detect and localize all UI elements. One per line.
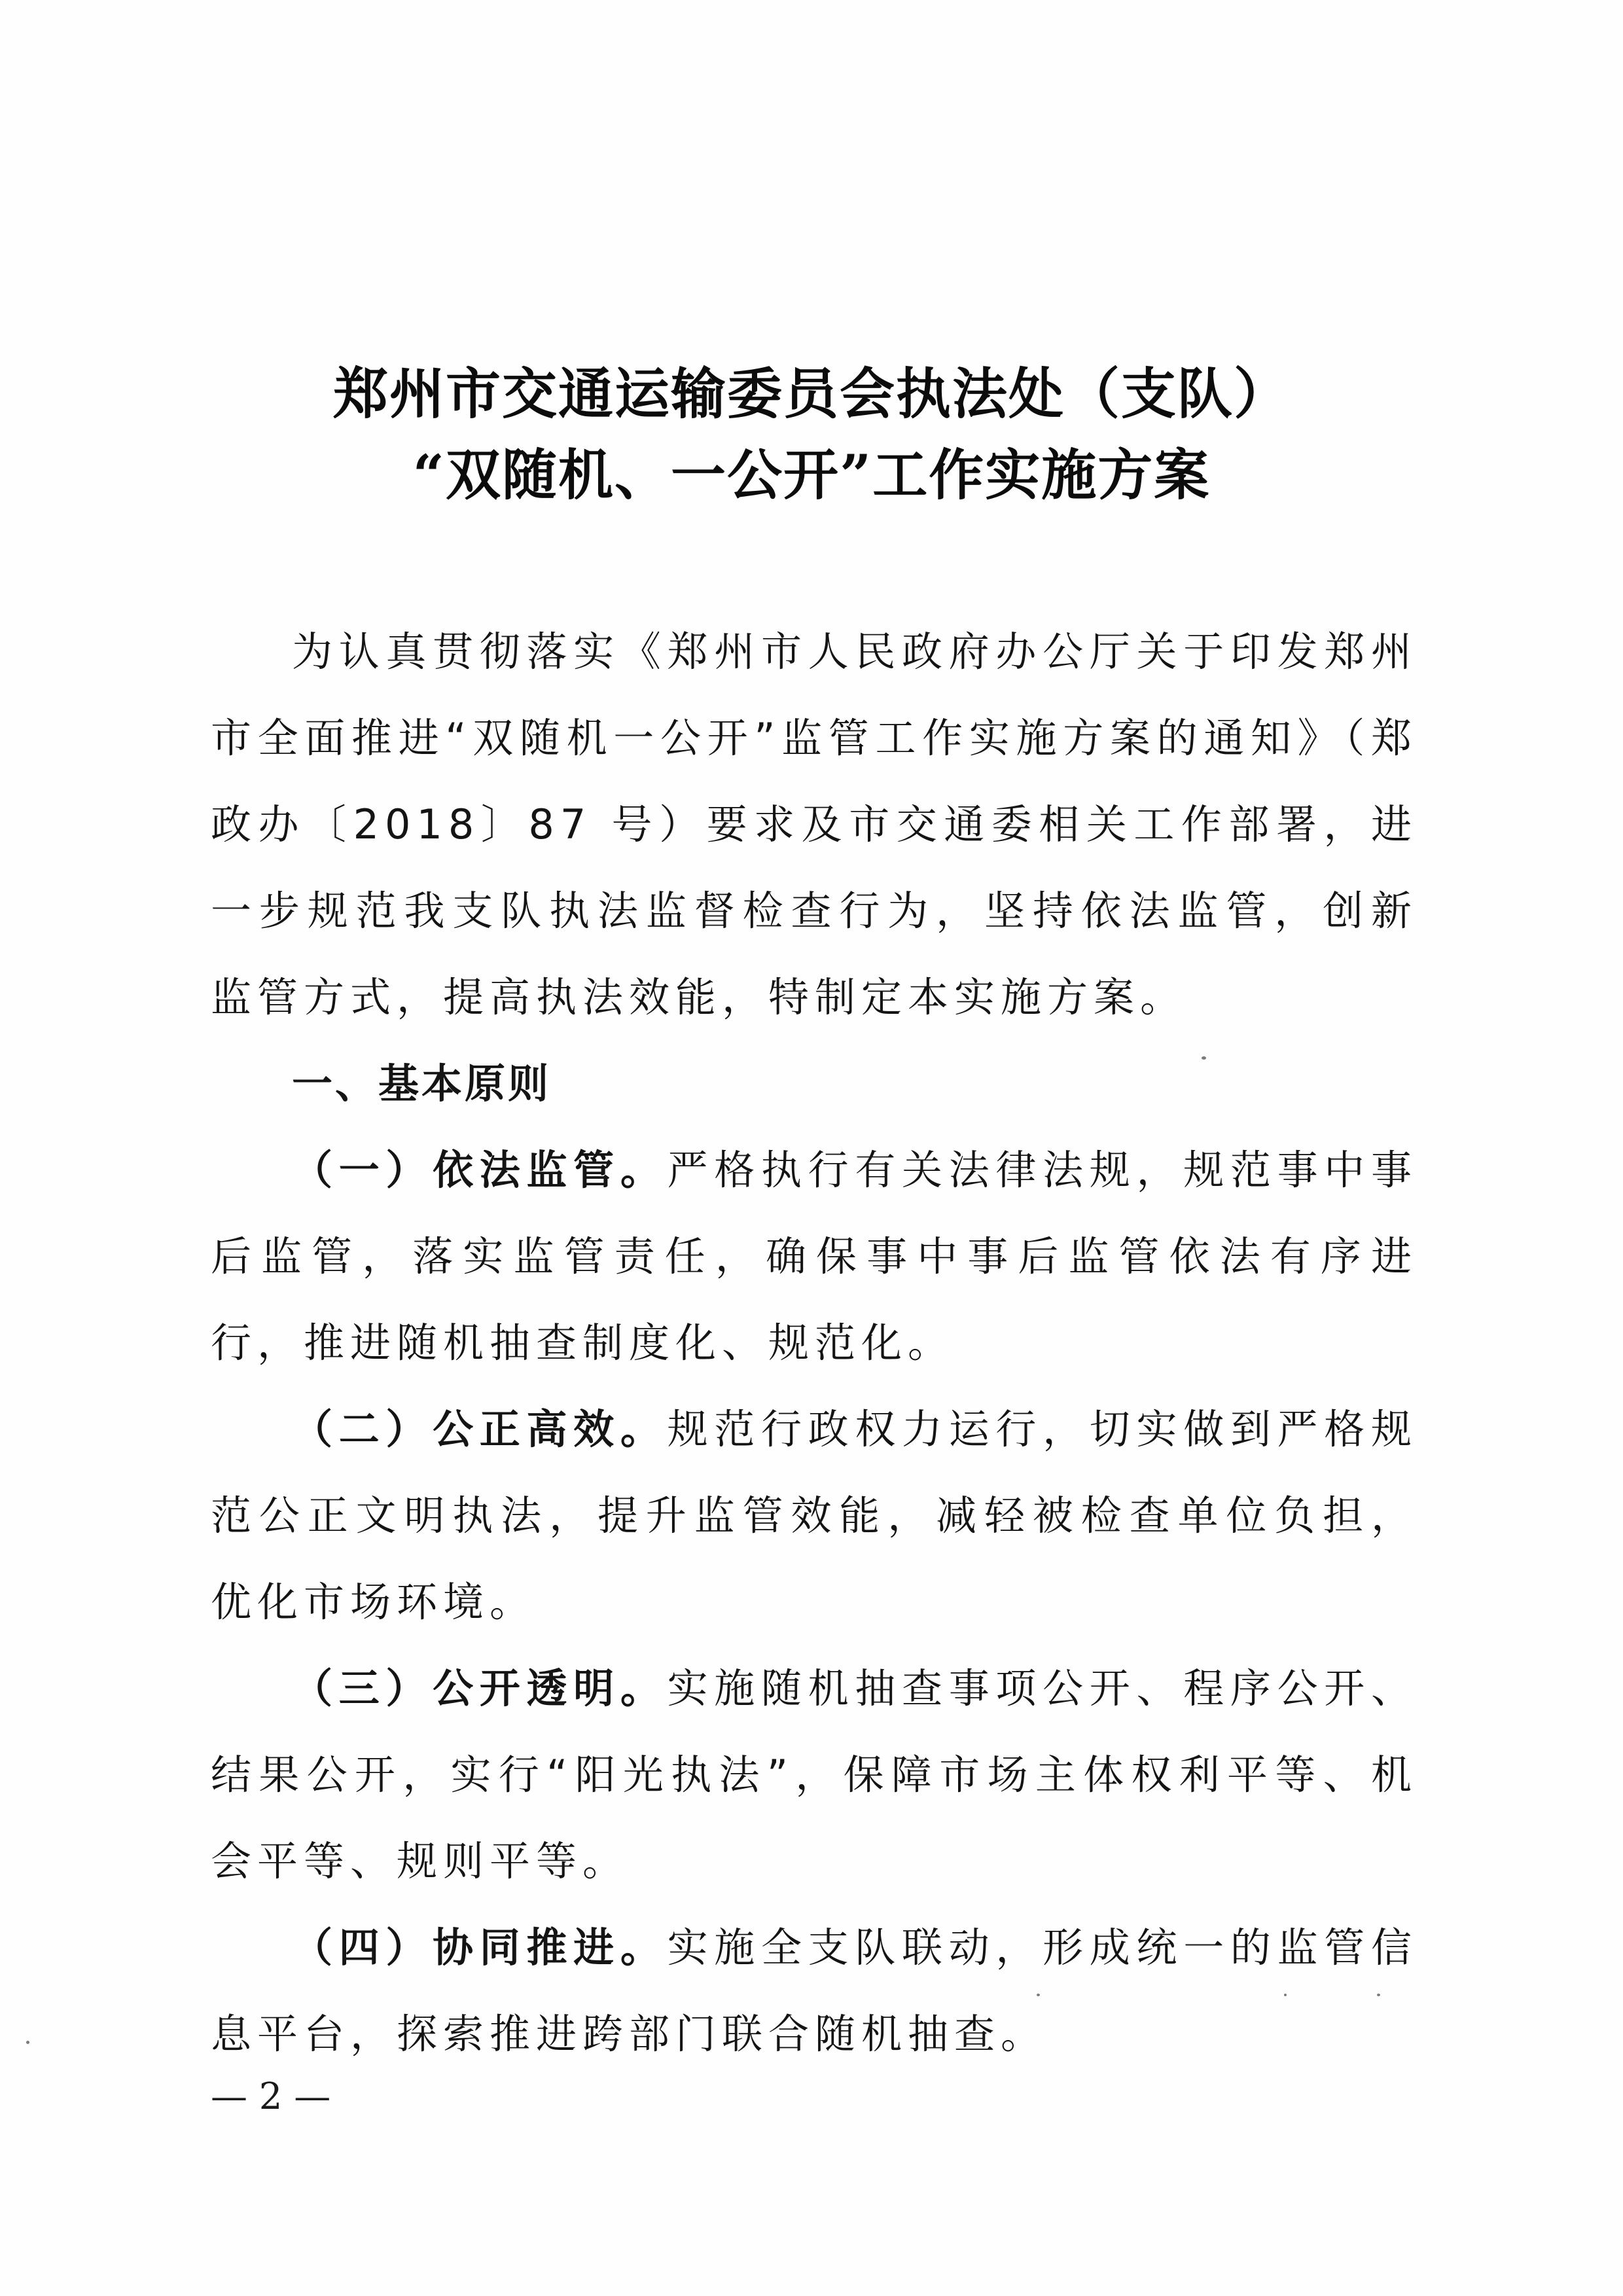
principle-text: 实施随机抽查事项公开、程序公开、结果公开，实行“阳光执法”，保障市场主体权利平等、机会平等、规则平等。: [211, 1664, 1418, 1885]
scan-speck: [1377, 1994, 1380, 1996]
principle-lead: （四）协同推进。: [292, 1924, 668, 1971]
document-title-line-1: 郑州市交通运输委员会执法处（支队）: [332, 361, 1290, 426]
principle-lead: （二）公正高效。: [292, 1405, 668, 1453]
scan-speck: [1202, 1056, 1206, 1060]
intro-paragraph: 为认真贯彻落实《郑州市人民政府办公厅关于印发郑州市全面推进“双随机一公开”监管工作实施方案的通知》（郑政办〔2018〕87 号）要求及市交通委相关工作部署，进一步规范我支队执法监督检查行为，坚持依法监管，创新监管方式，提高执法效能，特制定本实施方案。: [211, 628, 1418, 1021]
principle-paragraph: [211, 1645, 1418, 1905]
scan-speck: [1284, 1994, 1287, 1996]
principle-paragraph: [211, 1905, 1418, 2077]
principle-text: 严格执行有关法律法规，规范事中事后监管，落实监管责任，确保事中事后监管依法有序进行，推进随机抽查制度化、规范化。: [211, 1146, 1418, 1367]
principle-paragraph: [211, 1127, 1418, 1386]
principle-paragraph: [211, 1386, 1418, 1645]
principle-text: 规范行政权力运行，切实做到严格规范公正文明执法，提升监管效能，减轻被检查单位负担，优化市场环境。: [211, 1405, 1418, 1626]
scan-speck: [1037, 1994, 1040, 1996]
principle-lead: （一）依法监管。: [292, 1146, 668, 1194]
section-heading-basic-principles: 一、基本原则: [292, 1060, 552, 1107]
page-number: — 2 —: [211, 2075, 331, 2118]
scan-speck: [26, 2041, 29, 2044]
document-body: [211, 609, 1418, 2077]
principle-lead: （三）公开透明。: [292, 1664, 668, 1712]
document-title-line-2: “双随机、一公开”工作实施方案: [412, 442, 1211, 507]
principle-text: 实施全支队联动，形成统一的监管信息平台，探索推进跨部门联合随机抽查。: [211, 1924, 1418, 2058]
